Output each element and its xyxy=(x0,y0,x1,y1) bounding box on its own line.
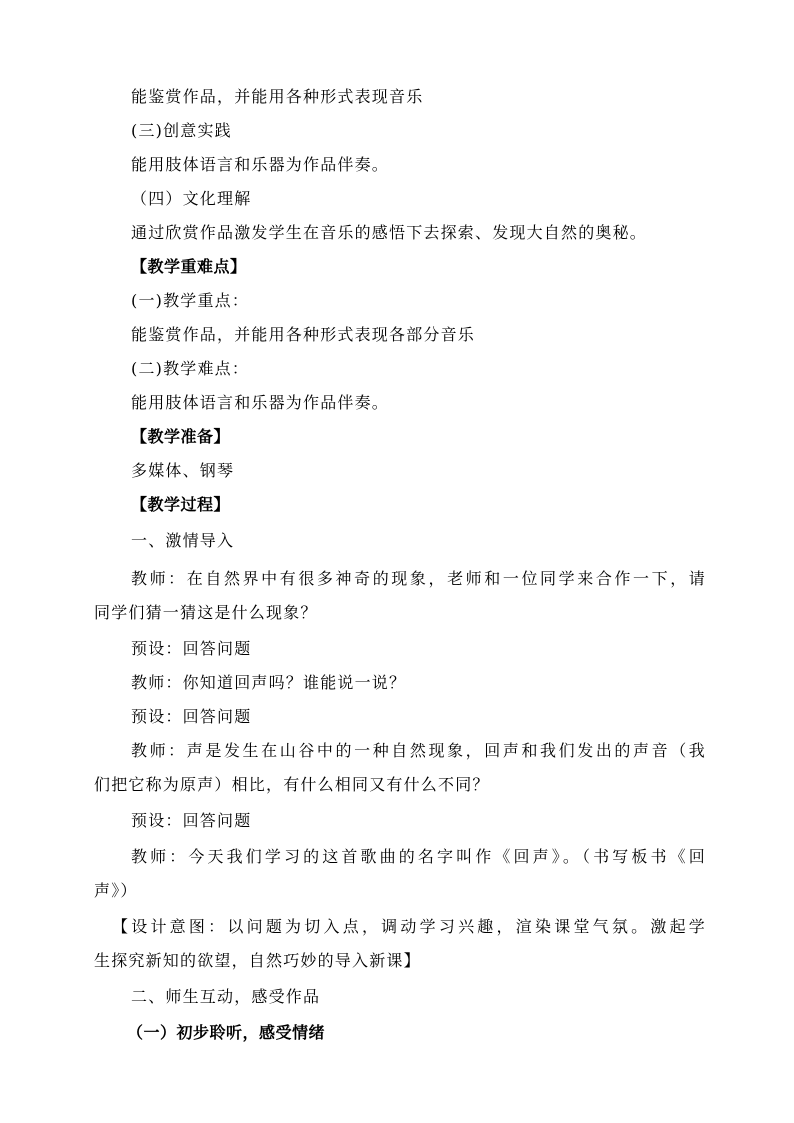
paragraph-line: 声》） xyxy=(94,881,138,900)
subheading-introduction: 一、激情导入 xyxy=(131,531,235,550)
paragraph-line: 们把它称为原声）相比，有什么相同又有什么不同？ xyxy=(94,775,490,794)
subheading-cultural-understanding: （四）文化理解 xyxy=(131,189,252,208)
paragraph-line: 能用肢体语言和乐器为作品伴奏。 xyxy=(131,155,390,174)
paragraph-line: 教师：在自然界中有很多神奇的现象，老师和一位同学来合作一下，请 xyxy=(131,569,706,588)
paragraph-line: 教师：你知道回声吗？谁能说一说？ xyxy=(131,673,407,692)
paragraph-line: 预设：回答问题 xyxy=(131,639,252,658)
section-heading-process: 【教学过程】 xyxy=(131,495,231,514)
section-heading-preparation: 【教学准备】 xyxy=(131,427,231,446)
design-intent-line: 【设计意图：以问题为切入点，调动学习兴趣，渲染课堂气氛。激起学 xyxy=(112,917,706,936)
subheading-creative-practice: (三)创意实践 xyxy=(131,121,232,140)
paragraph-line: 能用肢体语言和乐器为作品伴奏。 xyxy=(131,393,390,412)
paragraph-line: 同学们猜一猜这是什么现象？ xyxy=(94,603,318,622)
paragraph-line: 预设：回答问题 xyxy=(131,707,252,726)
section-heading-key-difficulties: 【教学重难点】 xyxy=(131,257,247,276)
subheading-teaching-focus: (一)教学重点： xyxy=(131,291,250,310)
paragraph-line: 多媒体、钢琴 xyxy=(131,461,235,480)
paragraph-line: 能鉴赏作品，并能用各种形式表现各部分音乐 xyxy=(131,325,476,344)
paragraph-line: 通过欣赏作品激发学生在音乐的感悟下去探索、发现大自然的奥秘。 xyxy=(131,223,648,242)
subheading-interaction: 二、师生互动，感受作品 xyxy=(131,987,321,1006)
paragraph-line: 能鉴赏作品，并能用各种形式表现音乐 xyxy=(131,87,424,106)
paragraph-line: 预设：回答问题 xyxy=(131,811,252,830)
subheading-first-listening: （一）初步聆听，感受情绪 xyxy=(127,1023,326,1042)
paragraph-line: 教师：今天我们学习的这首歌曲的名字叫作《回声》。（书写板书《回 xyxy=(131,847,706,866)
design-intent-line: 生探究新知的欲望，自然巧妙的导入新课】 xyxy=(94,951,421,970)
paragraph-line: 教师：声是发生在山谷中的一种自然现象，回声和我们发出的声音（我 xyxy=(131,741,706,760)
subheading-teaching-difficulty: (二)教学难点： xyxy=(131,359,250,378)
